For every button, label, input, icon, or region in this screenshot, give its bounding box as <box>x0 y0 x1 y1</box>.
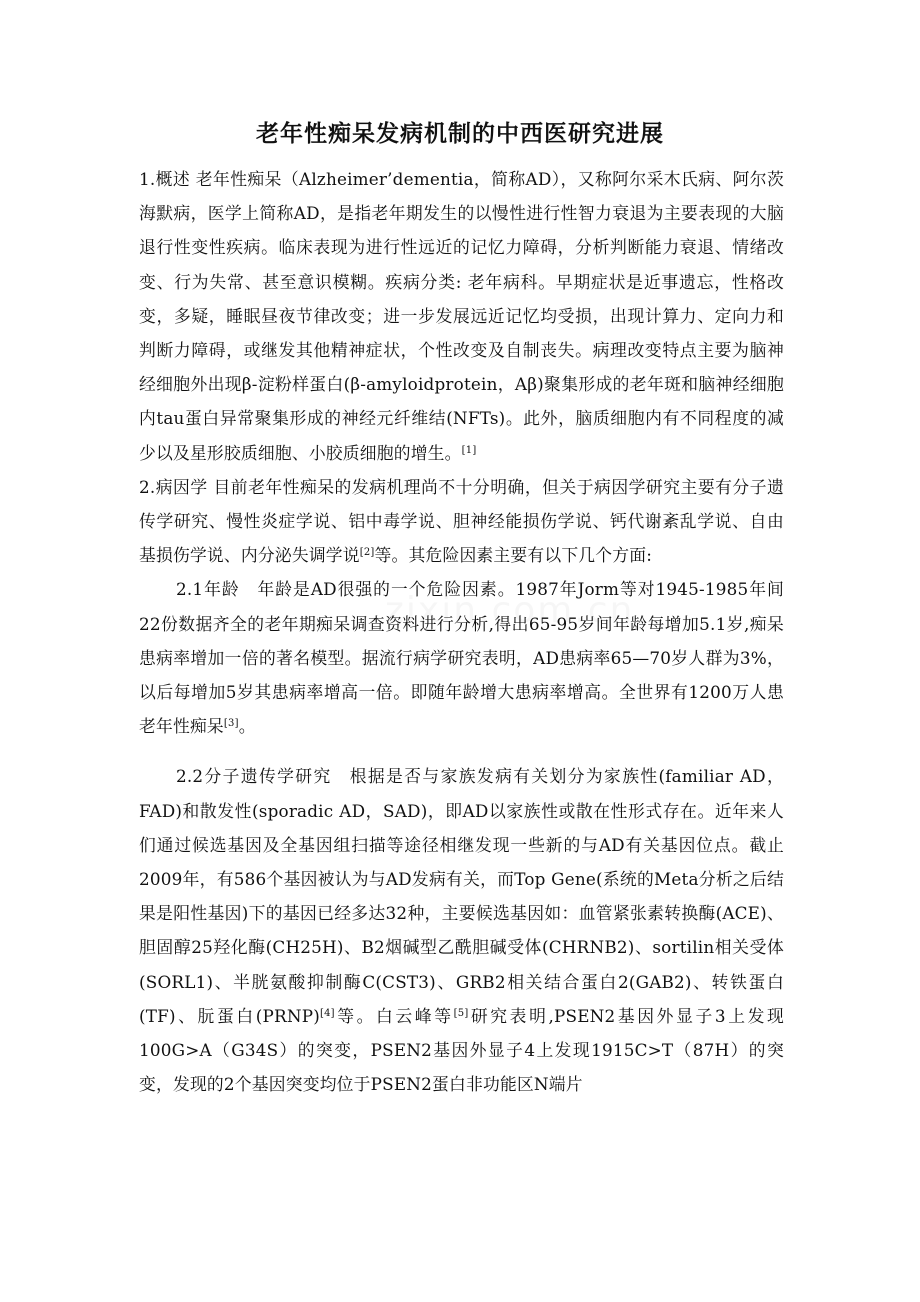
paragraph-text: 。 <box>238 716 256 737</box>
section-heading-age: 2.1年龄 <box>176 579 240 600</box>
paragraph-age <box>139 572 784 743</box>
paragraph-text: 等。白云峰等 <box>334 1005 454 1026</box>
section-heading-overview: 1.概述 <box>139 169 191 189</box>
paragraph-text: 年龄是AD很强的一个危险因素。1987年Jorm等对1945-1985年间22份数据齐全的老年期痴呆调查资料进行分析,得出65-95岁间年龄每增加5.1岁,痴呆患病率增加一倍的著名模型。据流行病学研究表明，AD患病率65—70岁人群为3%，以后每增加5岁其患病率增高一倍。即随年龄增大患病率增高。全世界有1200万人患老年性痴呆 <box>139 579 784 737</box>
citation-ref: [3] <box>223 718 239 730</box>
paragraph-text: 老年性痴呆（Alzheimer’dementia，简称AD），又称阿尔采木氏病、阿尔茨海默病，医学上简称AD，是指老年期发生的以慢性进行性智力衰退为主要表现的大脑退行性变性疾病。临床表现为进行性远近的记忆力障碍，分析判断能力衰退、情绪改变、行为失常、甚至意识模糊。疾病分类: 老年病科。早期症状是近事遗忘，性格改变，多疑，睡眠昼夜节律改变；进一步发展远近记忆均受损，出现计算力、定向力和判断力障碍，或继发其他精神症状，个性改变及自制丧失。病理改变特点主要为脑神经细胞外出现β-淀粉样蛋白(β-amyloidprotein，Aβ)聚集形成的老年斑和脑神经细胞内tau蛋白异常聚集形成的神经元纤维结(NFTs)。此外，脑质细胞内有不同程度的减少以及星形胶质细胞、小胶质细胞的增生。 <box>139 169 784 463</box>
paragraph-etiology <box>139 470 784 573</box>
citation-ref: [4] <box>320 1007 335 1019</box>
section-heading-genetics: 2.2分子遗传学研究 <box>176 766 332 787</box>
paragraph-text: 等。其危险因素主要有以下几个方面: <box>374 545 653 566</box>
paragraph-text: 根据是否与家族发病有关划分为家族性(familiar AD，FAD)和散发性(sporadic AD，SAD)，即AD以家族性或散在性形式存在。近年来人们通过候选基因及全基因组扫描等途径相继发现一些新的与AD有关基因位点。截止2009年，有586个基因被认为与AD发病有关，而Top Gene(系统的Meta分析之后结果是阳性基因)下的基因已经多达32种，主要候选基因如：血管紧张素转换酶(ACE)、胆固醇25羟化酶(CH25H)、B2烟碱型乙酰胆碱受体(CHRNB2)、sortilin相关受体(SORL1)、半胱氨酸抑制酶C(CST3)、GRB2相关结合蛋白2(GAB2)、转铁蛋白(TF)、朊蛋白(PRNP) <box>139 766 784 1026</box>
citation-ref: [2] <box>359 547 375 559</box>
citation-ref: [1] <box>461 444 477 456</box>
paragraph-text: 研究表明,PSEN2基因外显子3上发现100G>A（G34S）的突变，PSEN2基因外显子4上发现1915C>T（87H）的突变，发现的2个基因突变均位于PSEN2蛋白非功能区N端片 <box>139 1005 784 1095</box>
paragraph-overview <box>139 162 784 470</box>
paragraph-spacer <box>139 743 784 759</box>
section-heading-etiology: 2.病因学 <box>139 476 208 497</box>
paragraph-text: 目前老年性痴呆的发病机理尚不十分明确，但关于病因学研究主要有分子遗传学研究、慢性炎症学说、铝中毒学说、胆神经能损伤学说、钙代谢紊乱学说、自由基损伤学说、内分泌失调学说 <box>139 476 784 566</box>
paragraph-genetics <box>139 759 784 1101</box>
citation-ref: [5] <box>453 1007 469 1019</box>
document-title: 老年性痴呆发病机制的中西医研究进展 <box>256 121 664 147</box>
document-body <box>139 162 784 1101</box>
